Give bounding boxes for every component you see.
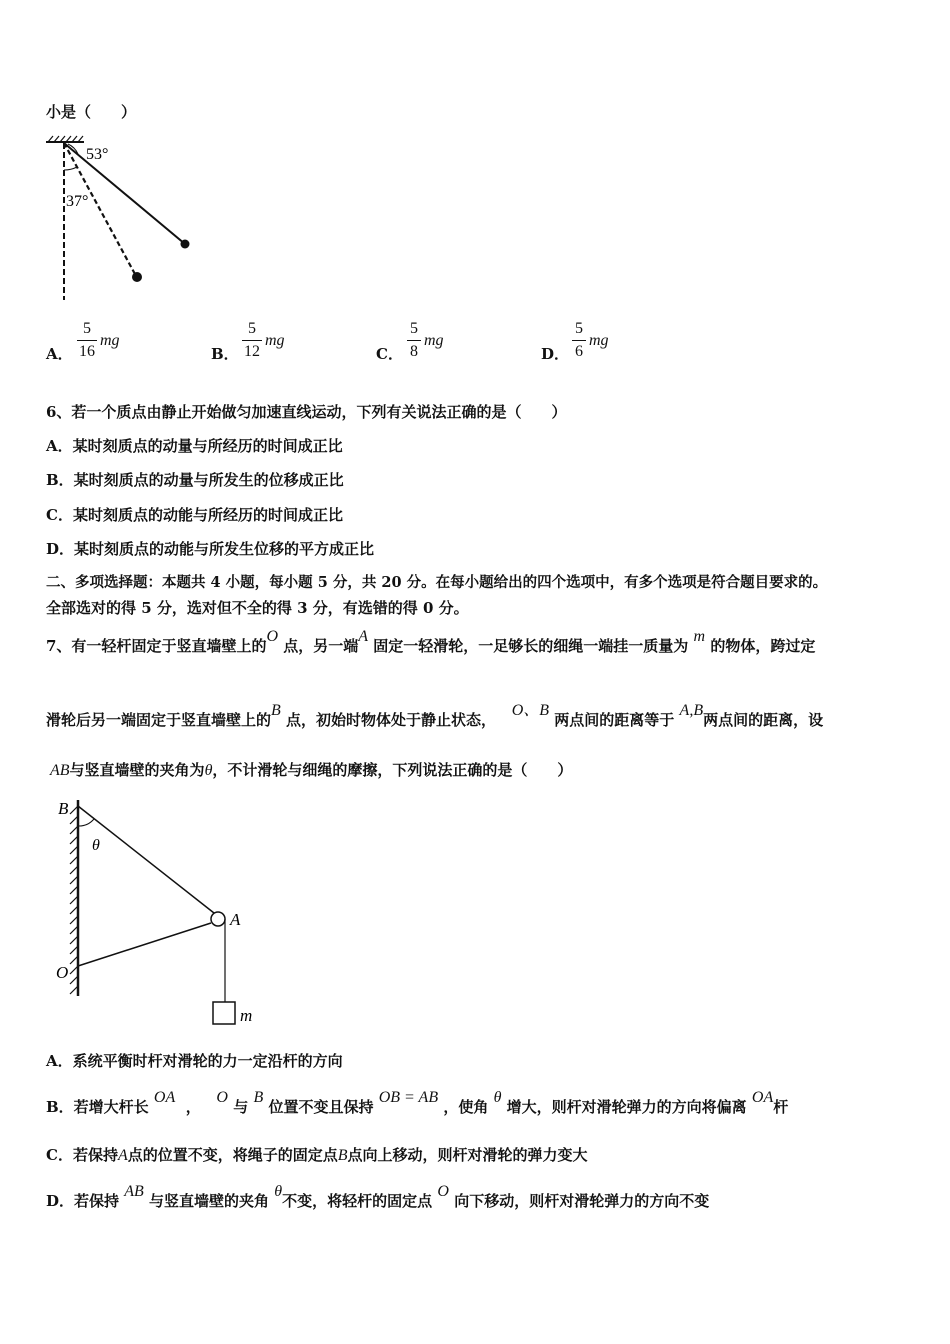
option-letter: B． — [211, 345, 239, 363]
fraction: 5 6 — [572, 320, 586, 361]
q6-stem: 6、若一个质点由静止开始做匀加速直线运动，下列有关说法正确的是（ ） — [46, 403, 567, 421]
q5-continuation: 小是（ ） — [46, 103, 137, 121]
ball-1 — [181, 240, 190, 249]
angle-arc-37 — [64, 167, 77, 170]
q7-pulley-figure — [48, 792, 268, 1032]
pulley — [211, 912, 225, 926]
option-letter: C． — [376, 345, 403, 363]
mass-block — [213, 1002, 235, 1024]
q6-option-b[interactable]: B．某时刻质点的动量与所发生的位移成正比 — [46, 471, 344, 489]
rope-BA — [78, 806, 214, 913]
fraction: 5 12 — [244, 320, 260, 360]
q7-stem-line2: 滑轮后另一端固定于竖直墙壁上的B 点，初始时物体处于静止状态， O、B 两点间的距离等于 A,B两点间的距离，设 — [46, 702, 824, 729]
fraction: 5 16 — [79, 320, 95, 360]
q7-stem-line3: AB与竖直墙壁的夹角为θ，不计滑轮与细绳的摩擦，下列说法正确的是（ ） — [50, 761, 573, 779]
label-theta: θ — [92, 837, 100, 854]
section2-instructions-line1: 二、多项选择题：本题共 4 小题，每小题 5 分，共 20 分。在每小题给出的四个选项中，有多个选项是符合题目要求的。 — [46, 574, 828, 591]
unit-mg: mg — [424, 332, 444, 349]
q7-option-d[interactable]: D．若保持 AB 与竖直墙壁的夹角 θ不变，将轻杆的固定点 O 向下移动，则杆对滑轮弹力的方向不变 — [46, 1183, 710, 1210]
q7-stem-line1: 7、有一轻杆固定于竖直墙壁上的O 点，另一端A 固定一轻滑轮，一足够长的细绳一端挂一质量为 m 的物体，跨过定 — [46, 628, 816, 655]
unit-mg: mg — [265, 332, 285, 349]
fraction: 5 8 — [407, 320, 421, 361]
angle-53-label: 53° — [86, 146, 109, 163]
label-m: m — [240, 1006, 253, 1025]
label-A: A — [230, 910, 241, 929]
unit-mg: mg — [589, 332, 609, 349]
q5-pendulum-figure — [40, 132, 210, 304]
q7-option-a[interactable]: A．系统平衡时杆对滑轮的力一定沿杆的方向 — [46, 1052, 343, 1070]
q6-option-c[interactable]: C．某时刻质点的动能与所经历的时间成正比 — [46, 506, 343, 524]
option-letter: A． — [46, 345, 73, 363]
q7-option-b[interactable]: B．若增大杆长 OA ， O 与 B 位置不变且保持 OB = AB ，使角 θ 增大，则杆对滑轮弹力的方向将偏离 OA杆 — [46, 1089, 789, 1116]
section2-instructions-line2: 全部选对的得 5 分，选对但不全的得 3 分，有选错的得 0 分。 — [46, 599, 469, 617]
q7-option-c[interactable]: C．若保持A点的位置不变，将绳子的固定点B点向上移动，则杆对滑轮的弹力变大 — [46, 1146, 588, 1164]
angle-37-label: 37° — [66, 193, 89, 210]
label-B: B — [58, 799, 69, 818]
option-letter: D． — [541, 345, 570, 363]
unit-mg: mg — [100, 332, 120, 349]
label-O: O — [56, 963, 69, 982]
rod-OA — [78, 923, 211, 966]
q6-option-a[interactable]: A．某时刻质点的动量与所经历的时间成正比 — [46, 437, 343, 455]
q6-option-d[interactable]: D．某时刻质点的动能与所发生位移的平方成正比 — [46, 540, 375, 558]
theta-arc — [78, 819, 94, 826]
ball-2 — [132, 272, 142, 282]
